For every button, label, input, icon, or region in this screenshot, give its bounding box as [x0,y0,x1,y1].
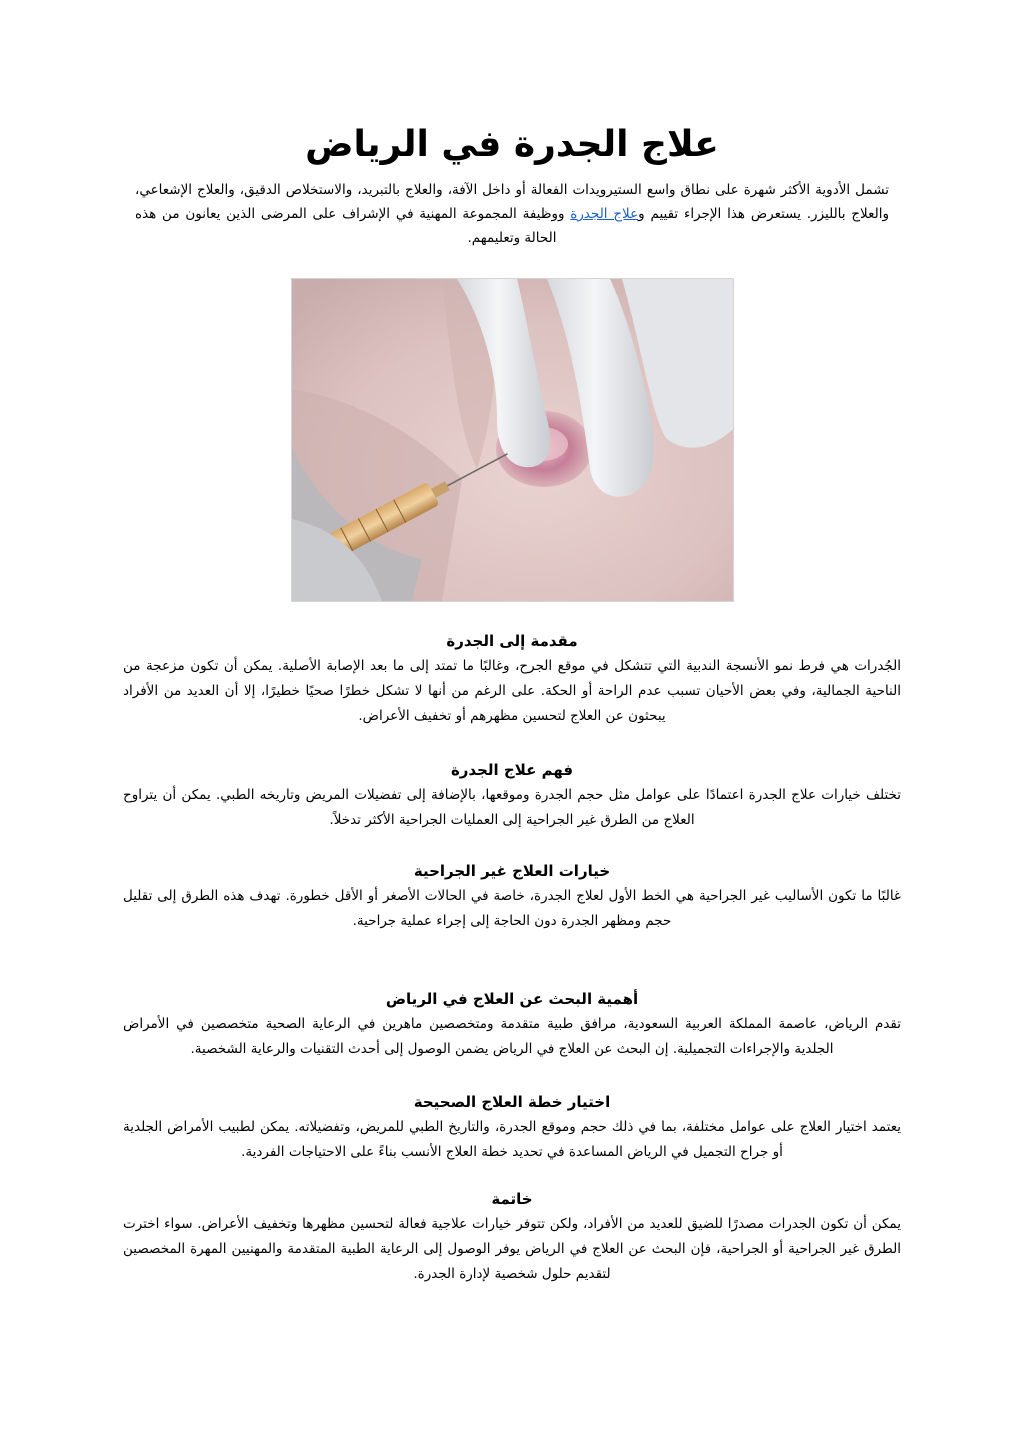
intro-text-part2: ووظيفة المجموعة المهنية في الإشراف على المرضى الذين يعانون من هذه الحالة وتعليمهم. [135,206,571,246]
section-understanding-treatment [123,757,901,833]
section-body: الجُدرات هي فرط نمو الأنسجة الندبية التي تتشكل في موقع الجرح، وغالبًا ما تمتد إلى ما بعد الإصابة الأصلية. يمكن أن تكون مزعجة من الناحية الجمالية، وفي بعض الأحيان تسبب عدم الراحة أو الحكة. على الرغم من أنها لا تشكل خطرًا صحيًا خطيرًا، إلا أن العديد من الأفراد يبحثون عن العلاج لتحسين مظهرهم أو تخفيف الأعراض. [123,658,901,724]
page-title: علاج الجدرة في الرياض [305,124,719,165]
intro-text-part1: تشمل الأدوية الأكثر شهرة على نطاق واسع الستيرويدات الفعالة أو داخل الآفة، والعلاج بالتبريد، والاستخلاص الدقيق، والعلاج الإشعاعي، والعلاج بالليزر. يستعرض هذا الإجراء تقييم و [135,182,889,222]
section-heading: خيارات العلاج غير الجراحية [413,862,611,880]
section-heading: خاتمة [491,1190,533,1208]
section-importance-riyadh [123,986,901,1062]
section-body: يمكن أن تكون الجدرات مصدرًا للضيق للعديد من الأفراد، ولكن تتوفر خيارات علاجية فعالة لتحسين مظهرها وتخفيف الأعراض. سواء اخترت الطرق غير الجراحية أو الجراحية، فإن البحث عن العلاج في الرياض يوفر الوصول إلى الرعاية الطبية المتقدمة والمهنيين المهرة المخصصين لتقديم حلول شخصية لإدارة الجدرة. [123,1216,901,1282]
section-heading: مقدمة إلى الجدرة [446,632,578,650]
section-heading: أهمية البحث عن العلاج في الرياض [385,990,639,1008]
keloid-treatment-link[interactable]: علاج الجدرة [570,206,639,222]
section-body: يعتمد اختيار العلاج على عوامل مختلفة، بما في ذلك حجم وموقع الجدرة، والتاريخ الطبي للمريض، وتفضيلاته. يمكن لطبيب الأمراض الجلدية أو جراح التجميل في الرياض المساعدة في تحديد خطة العلاج الأنسب بناءً على الاحتياجات الفردية. [123,1119,901,1160]
section-conclusion [123,1186,901,1287]
section-introduction [123,628,901,729]
photo-illustration [292,279,733,601]
keloid-injection-photo [291,278,734,602]
section-body: غالبًا ما تكون الأساليب غير الجراحية هي الخط الأول لعلاج الجدرة، خاصة في الحالات الأصغر أو الأقل خطورة. تهدف هذه الطرق إلى تقليل حجم ومظهر الجدرة دون الحاجة إلى إجراء عملية جراحية. [123,888,901,929]
section-heading: فهم علاج الجدرة [450,761,574,779]
section-body: تقدم الرياض، عاصمة المملكة العربية السعودية، مرافق طبية متقدمة ومتخصصين ماهرين في الرعاية الصحية متخصصين في الأمراض الجلدية والإجراءات التجميلية. إن البحث عن العلاج في الرياض يضمن الوصول إلى أحدث التقنيات والرعاية الشخصية. [123,1016,901,1057]
section-heading: اختيار خطة العلاج الصحيحة [413,1093,611,1111]
section-choosing-plan [123,1089,901,1165]
section-non-surgical-options [123,858,901,934]
intro-paragraph [135,178,889,250]
section-body: تختلف خيارات علاج الجدرة اعتمادًا على عوامل مثل حجم الجدرة وموقعها، بالإضافة إلى تفضيلات المريض وتاريخه الطبي. يمكن أن يتراوح العلاج من الطرق غير الجراحية إلى العمليات الجراحية الأكثر تدخلاً. [123,787,901,828]
